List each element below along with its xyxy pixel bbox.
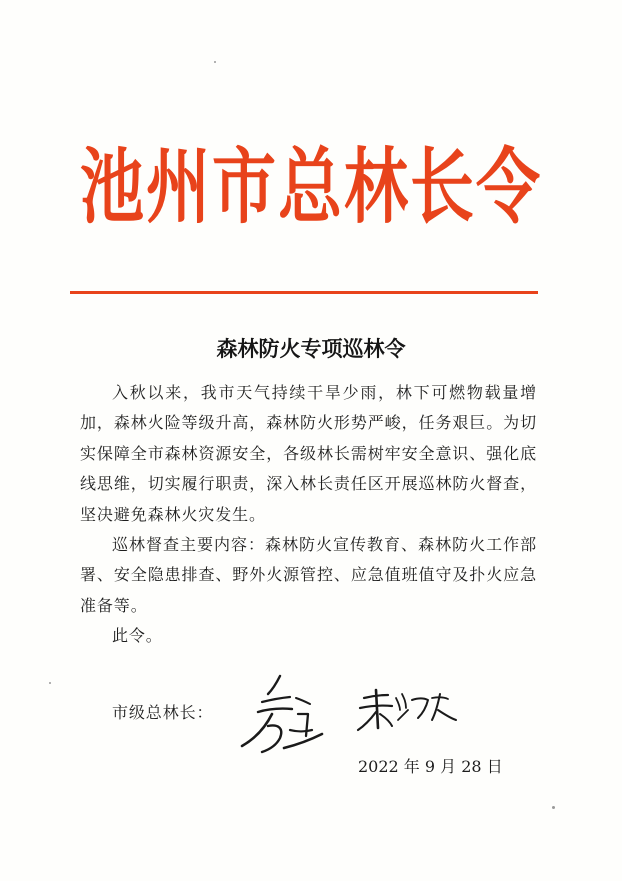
order-title: 森林防火专项巡林令 xyxy=(216,336,406,361)
issue-date: 2022 年 9 月 28 日 xyxy=(358,757,503,776)
paper-speck xyxy=(49,682,51,684)
paragraph-background: 入秋以来，我市天气持续干旱少雨，林下可燃物载量增加，森林火险等级升高，森林防火形势严峻，任务艰巨。为切实保障全市森林资源安全，各级林长需树牢安全意识、强化底线思维，切实履行职责，深入林长责任区开展巡林防火督查，坚决避免森林火灾发生。 xyxy=(80,383,537,524)
order-body xyxy=(80,378,537,652)
handwritten-signatures xyxy=(232,668,472,768)
paragraph-inspection-content: 巡林督查主要内容：森林防火宣传教育、森林防火工作部署、安全隐患排查、野外火源管控、应急值班值守及扑火应急准备等。 xyxy=(80,535,537,615)
signer-label: 市级总林长： xyxy=(112,703,214,722)
paper-speck xyxy=(552,806,555,809)
paragraph-closing: 此令。 xyxy=(112,626,163,646)
document-title: 池州市总林长令 xyxy=(80,139,542,236)
red-divider-line xyxy=(70,291,538,294)
paper-speck xyxy=(214,61,216,63)
